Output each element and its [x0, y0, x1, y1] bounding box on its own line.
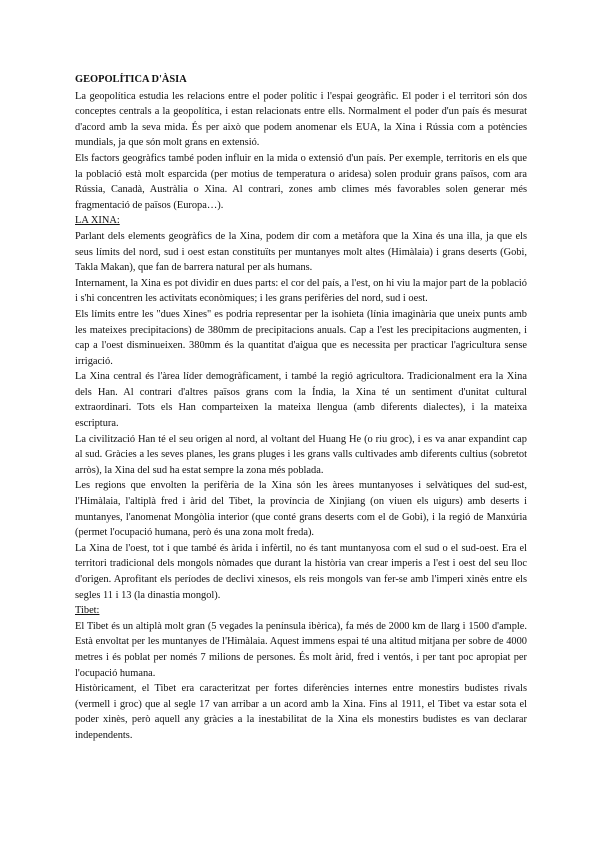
- xina-paragraph-7: La Xina de l'oest, tot i que també és àrida i infèrtil, no és tant muntanyosa com el sud o el sud-oest. Era el territori tradicional dels mongols nòmades que durant la història van crear imperis a l'est i oest del seu lloc d'origen. Aprofitant els períodes de declivi xinesos, els reis mongols van fer-se amb l'imperi xinès entre els segles 11 i 13 (la dinastia mongol).: [75, 542, 527, 601]
- section-heading-tibet: Tibet:: [75, 605, 100, 617]
- document-page: [75, 72, 527, 744]
- document-title: GEOPOLÍTICA D'ÀSIA: [75, 74, 187, 85]
- xina-paragraph-4: La Xina central és l'àrea líder demogràficament, i també la regió agricultora. Tradicionalment era la Xina dels Han. Al contrari d'altres països grans com la Índia, la Xina té un sentiment d'unitat cultural extraordinari. Tots els Han comparteixen la mateixa llengua (amb diferents dialectes), i la mateixa escriptura.: [75, 371, 527, 430]
- section-heading-xina: LA XINA:: [75, 215, 120, 227]
- intro-paragraph-1: La geopolítica estudia les relacions entre el poder polític i l'espai geogràfic. El poder i el territori són dos conceptes centrals a la geopolítica, i estan relacionats entre ells. Normalment el poder d'un país és mesurat d'acord amb la seva mida. És per això que podem anomenar els EUA, la Xina i Rússia com a potències mundials, ja que són molt grans en extensió.: [75, 90, 527, 149]
- tibet-paragraph-1: El Tibet és un altiplà molt gran (5 vegades la península ibèrica), fa més de 2000 km de llarg i 1500 d'ample. Està envoltat per les muntanyes de l'Himàlaia. Aquest immens espai té una altitud mitjana per sobre de 4000 metres i és poblat per només 7 milions de persones. És molt àrid, fred i ventós, i per tant poc apropiat per l'ocupació humana.: [75, 620, 527, 679]
- xina-paragraph-5: La civilització Han té el seu origen al nord, al voltant del Huang He (o riu groc), i es va anar expandint cap al sud. Gràcies a les seves planes, les grans pluges i les grans valls cultivades amb diferents cultius (sobretot arròs), la Xina del sud ha estat sempre la zona més poblada.: [75, 433, 527, 476]
- tibet-paragraph-2: Històricament, el Tibet era caracteritzat per fortes diferències internes entre monestirs budistes rivals (vermell i groc) que al segle 17 van arribar a un acord amb la Xina. Fins al 1911, el Tibet va estar sota el poder xinès, però aquell any gràcies a la inestabilitat de la Xina els monestirs budistes es van declarar independents.: [75, 683, 527, 741]
- xina-paragraph-1: Parlant dels elements geogràfics de la Xina, podem dir com a metàfora que la Xina és una illa, ja que els seus límits del nord, sud i oest estan constituïts per muntanyes molt altes (Himàlaia) i grans deserts (Gobi, Takla Makan), que fan de barrera natural per als humans.: [75, 230, 527, 274]
- xina-paragraph-3: Els límits entre les "dues Xines" es podria representar per la isohieta (línia imaginària que uneix punts amb les mateixes precipitacions) de 380mm de precipitacions anuals. Cap a l'est les precipitacions augmenten, i cap a l'oest disminueixen. 380mm és la quantitat d'aigua que es necessita per practicar l'agricultura sense irrigació.: [75, 308, 527, 367]
- xina-paragraph-2: Internament, la Xina es pot dividir en dues parts: el cor del país, a l'est, on hi viu la major part de la població i s'hi concentren les activitats econòmiques; i les grans perifèries del nord, sud i oest.: [75, 277, 527, 305]
- xina-paragraph-6: Les regions que envolten la perifèria de la Xina són les àrees muntanyoses i selvàtiques del sud-est, l'Himàlaia, l'altiplà fred i àrid del Tibet, la província de Xinjiang (on viuen els uigurs) amb deserts i muntanyes, l'anomenat Mongòlia interior (que conté grans deserts com el de Gobi), i la regió de Manxúria (permet l'ocupació humana, però és una zona molt freda).: [75, 480, 527, 539]
- intro-paragraph-2: Els factors geogràfics també poden influir en la mida o extensió d'un país. Per exemple, territoris en els que la població està molt esparcida (per motius de temperatura o aridesa) solen produir grans països, com ara Rússia, Canadà, Austràlia o Xina. Al contrari, zones amb climes més favorables solen generar més fragmentació de països (Europa…).: [75, 152, 527, 211]
